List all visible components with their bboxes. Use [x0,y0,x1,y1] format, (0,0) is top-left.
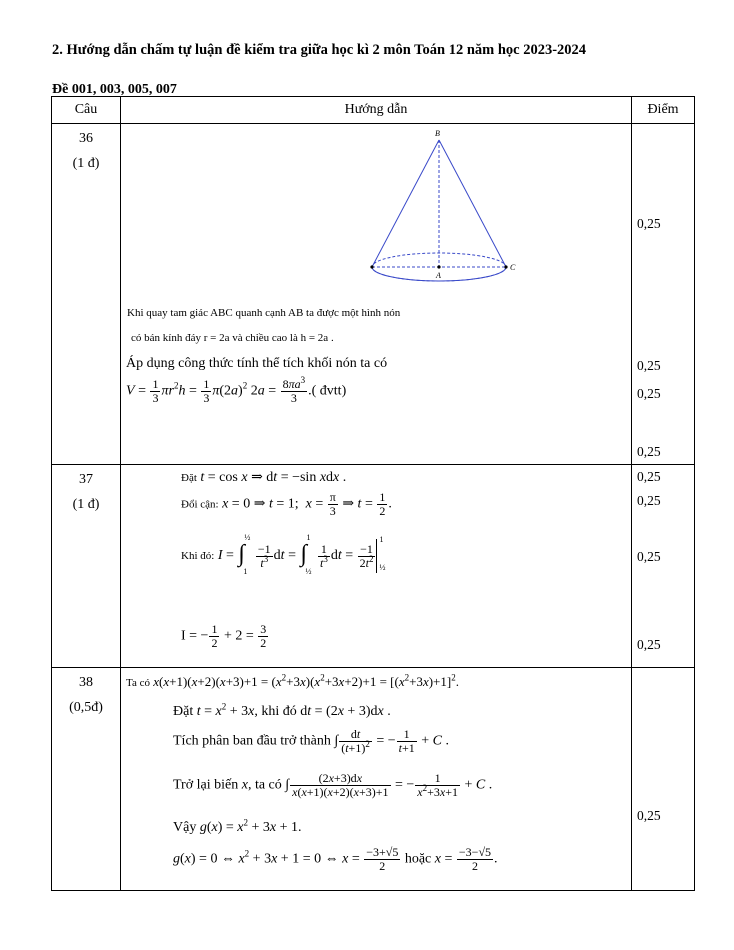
grading-table [51,96,695,891]
q37-score-4: 0,25 [637,637,661,652]
q36-unit: .( đvtt) [308,383,347,399]
q37-step1: Đặt t = cos x ⇒ dt = −sin xdx . [181,470,347,485]
table-row-q36 [52,124,695,465]
q37-step3: Khi đó: I = ½ ∫ 1 $\frac{-1}{t^3}$ dt = 1 ∫ ½ $\frac{1}{t^3}$ dt = $\frac{-1}{2t^2}$ 1 ½ [181,533,386,576]
q36-score-2: 0,25 [637,358,661,373]
header-guide: Hướng dẫn [121,97,632,124]
cone-figure [121,124,631,294]
table-row-q37 [52,465,695,668]
q38-score-cell [632,668,695,891]
q38-guide-cell [121,668,632,891]
q37-score-1: 0,25 [637,469,661,484]
header-question: Câu [52,97,121,124]
q38-line4: Trở lại biến x, ta có ∫ $\frac{(2x+3)dx}{x(x+1)(x+2)(x+3)+1}$ = − $\frac{1}{x^2+3x+1}$ + C . [173,771,493,799]
q36-score-4: 0,25 [637,444,661,459]
table-row-q38 [52,668,695,891]
q37-number: 37 [79,472,93,487]
q36-points: (1 đ) [72,156,100,171]
q38-points: (0,5đ) [69,700,103,715]
q38-line1: Ta có $x(x+1)(x+2)(x+3)+1 = (x^2+3x)(x^2+3x+2)+1 = [(x^2+3x)+1]^2$. [126,672,459,689]
q38-line2: Đặt $t = x^2 + 3x$, khi đó dt = (2x + 3)dx . [173,701,391,719]
q36-line3: Áp dụng công thức tính thể tích khối nón ta có [126,356,388,371]
q36-number-cell [52,124,121,465]
q38-line3: Tích phân ban đầu trở thành ∫ $\frac{dt}{(t+1)^2}$ = − $\frac{1}{t+1}$ + C . [173,727,449,755]
label-C: C [510,263,516,272]
q36-score-1: 0,25 [637,216,661,231]
q38-line6: g(x) = 0 ⇔ $x^2 + 3x + 1 = 0$ ⇔ x = $\frac{-3+√5}{2}$ hoặc x = $\frac{-3-√5}{2}$ . [173,845,498,873]
q36-formula: V = $\frac{1}{3}$ $\pi r^2h$ = $\frac{1}{3}$ $\pi(2a)^2$ 2a = $\frac{8\pi a^3}{3}$ .( đvtt) [126,375,347,405]
q37-score-cell [632,465,695,668]
q36-guide-cell [121,124,632,465]
q38-score-1: 0,25 [637,808,661,823]
q38-number: 38 [79,675,93,690]
q37-score-2: 0,25 [637,493,661,508]
header-score: Điểm [632,97,695,124]
exam-codes: Đề 001, 003, 005, 007 [52,82,177,97]
q38-number-cell [52,668,121,891]
label-A: A [436,271,441,280]
document-heading: 2. Hướng dẫn chấm tự luận đề kiểm tra giữa học kì 2 môn Toán 12 năm học 2023-2024 [52,42,587,58]
q36-line1: Khi quay tam giác ABC quanh cạnh AB ta được một hình nón [127,307,401,319]
q37-points: (1 đ) [72,497,100,512]
q37-number-cell [52,465,121,668]
q36-score-3: 0,25 [637,386,661,401]
q37-guide-cell [121,465,632,668]
table-header-row [52,97,695,124]
q37-step2: Đổi cận: x = 0 ⇒ t = 1; x = $\frac{\pi}{3}$ ⇒ t = $\frac{1}{2}$ . [181,490,392,518]
label-B: B [435,129,440,138]
q36-line2: có bán kính đáy r = 2a và chiều cao là h = 2a . [131,332,334,344]
q36-score-cell [632,124,695,465]
q38-line5: Vậy $g(x) = x^2 + 3x + 1$. [173,817,302,835]
q37-score-3: 0,25 [637,549,661,564]
q36-number: 36 [79,131,93,146]
q37-result: I = − $\frac{1}{2}$ + 2 = $\frac{3}{2}$ [181,622,267,650]
